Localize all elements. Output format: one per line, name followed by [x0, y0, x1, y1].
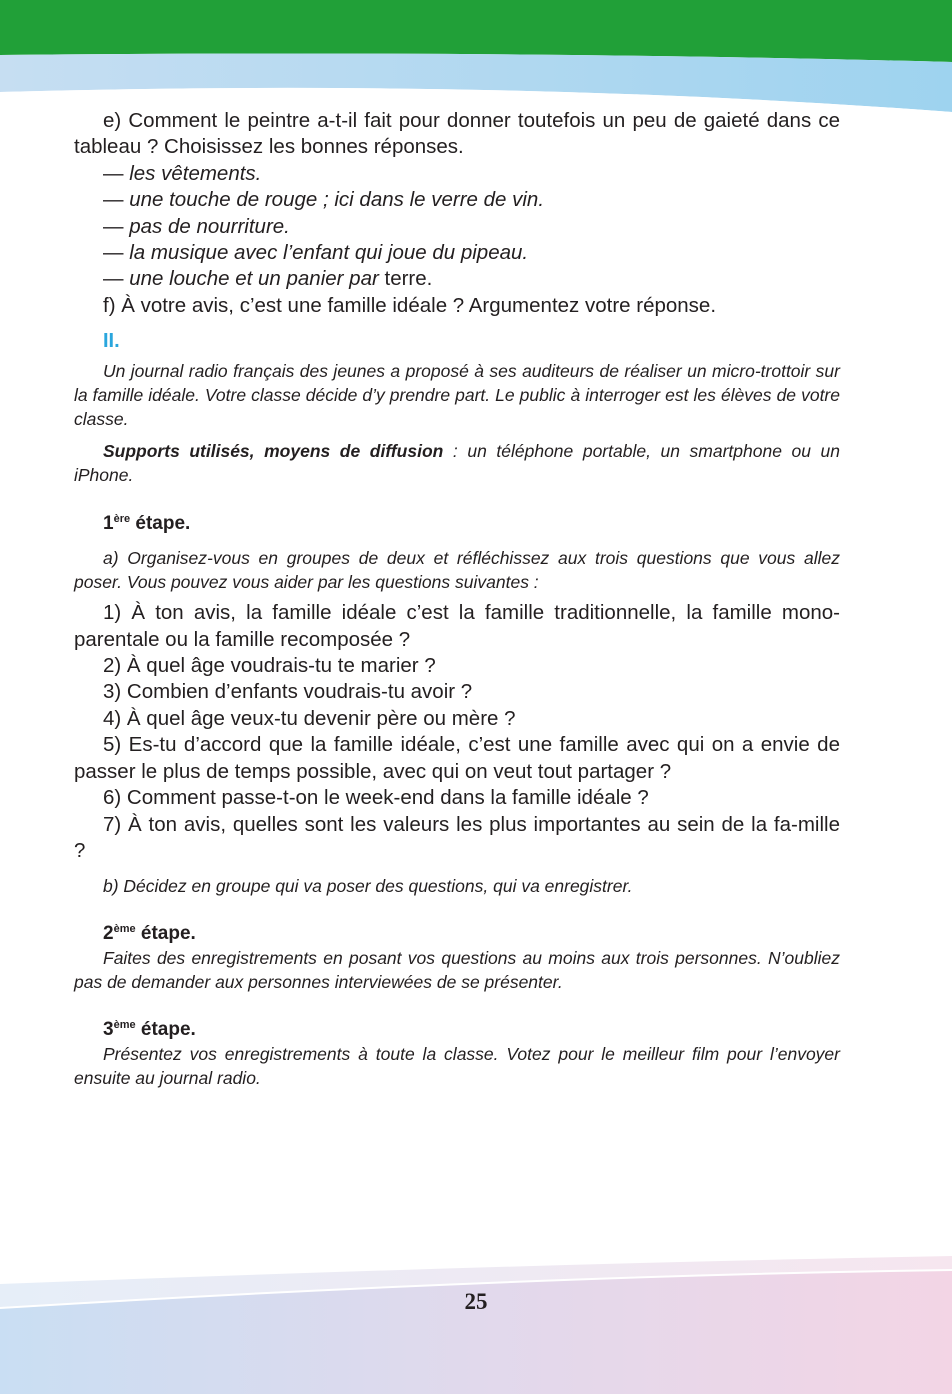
list-item: 1) À ton avis, la famille idéale c’est la famille traditionnelle, la famille mono-parentale ou la famille recomposée ? [74, 601, 840, 651]
list-item: 3) Combien d’enfants voudrais-tu avoir ? [103, 680, 473, 704]
page-number: 25 [464, 1289, 488, 1314]
question-list [74, 600, 840, 864]
list-item: 2) À quel âge voudrais-tu te marier ? [103, 654, 436, 678]
page-content [74, 108, 840, 1090]
footer-banner [0, 1250, 952, 1394]
list-item: 6) Comment passe-t-on le week-end dans la famille idéale ? [103, 786, 649, 810]
step-2-text: Faites des enregistrements en posant vos questions au moins aux trois personnes. N’oubliez pas de demander aux personnes interviewées de se présenter. [74, 948, 840, 993]
step-1-heading: 1ère étape. [103, 513, 191, 535]
option-4: — une louche et un panier par terre. [103, 267, 433, 291]
list-item: 7) À ton avis, quelles sont les valeurs les plus importantes au sein de la fa-mille ? [74, 812, 840, 862]
step-2-heading: 2ème étape. [103, 923, 196, 945]
step-3-text: Présentez vos enregistrements à toute la classe. Votez pour le meilleur film pour l’envoyer ensuite au journal radio. [74, 1044, 840, 1089]
supports-paragraph [74, 439, 840, 487]
step-1-instruction-a: a) Organisez-vous en groupes de deux et réfléchissez aux trois questions que vous allez poser. Vous pouvez vous aider par les questions suivantes : [74, 548, 840, 593]
list-item: 4) À quel âge veux-tu devenir père ou mère ? [103, 706, 516, 730]
option-2: — pas de nourriture. [103, 214, 290, 238]
intro-paragraph: Un journal radio français des jeunes a proposé à ses auditeurs de réaliser un micro-trottoir sur la famille idéale. Votre classe décide d’y prendre part. Le public à interroger est les élèves de votre classe. [74, 361, 840, 430]
supports-text: : un téléphone portable, un smartphone ou un iPhone. [74, 441, 841, 486]
step-1-instruction-b: b) Décidez en groupe qui va poser des questions, qui va enregistrer. [103, 876, 633, 897]
answer-options [74, 161, 840, 293]
option-3: — la musique avec l’enfant qui joue du pipeau. [103, 241, 529, 265]
question-f: f) À votre avis, c’est une famille idéale ? Argumentez votre réponse. [103, 293, 717, 317]
header-banner [0, 0, 952, 120]
section-heading: II. [103, 330, 120, 353]
option-1: — une touche de rouge ; ici dans le verre de vin. [103, 188, 545, 212]
step-3-heading: 3ème étape. [103, 1019, 196, 1041]
list-item: 5) Es-tu d’accord que la famille idéale, c’est une famille avec qui on a envie de passer le plus de temps possible, avec qui on veut tout partager ? [74, 733, 840, 783]
question-e: e) Comment le peintre a-t-il fait pour donner toutefois un peu de gaieté dans ce tableau ? Choisissez les bonnes réponses. [74, 109, 840, 159]
supports-label: Supports utilisés, moyens de diffusion [103, 441, 444, 462]
option-0: — les vêtements. [103, 161, 262, 185]
